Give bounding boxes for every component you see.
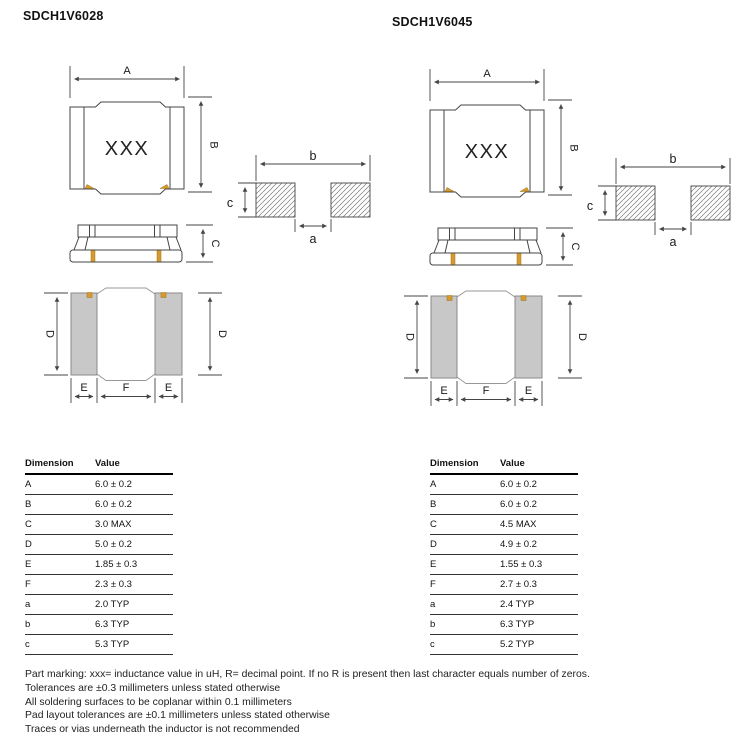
notes-block: [25, 668, 715, 737]
table-row: [25, 595, 173, 615]
value-cell: 6.3 TYP: [95, 615, 173, 635]
dim-cell: B: [25, 495, 95, 515]
header-dimension: Dimension: [25, 456, 95, 474]
dim-cell: a: [430, 595, 500, 615]
table-row: [25, 615, 173, 635]
value-cell: 6.0 ± 0.2: [500, 495, 578, 515]
value-cell: 4.5 MAX: [500, 515, 578, 535]
value-cell: 6.3 TYP: [500, 615, 578, 635]
table-row: [25, 495, 173, 515]
value-cell: 2.0 TYP: [95, 595, 173, 615]
table-row: [25, 515, 173, 535]
dim-cell: F: [25, 575, 95, 595]
note-part-marking: Part marking: xxx= inductance value in uH, R= decimal point. If no R is present then last character equals number of zeros.: [25, 669, 590, 680]
dim-cell: b: [430, 615, 500, 635]
dim-cell: c: [430, 635, 500, 655]
dim-cell: E: [430, 555, 500, 575]
header-value: Value: [500, 456, 578, 474]
note-coplanar: All soldering surfaces to be coplanar within 0.1 millimeters: [25, 696, 292, 708]
value-cell: 2.4 TYP: [500, 595, 578, 615]
component-title-right: SDCH1V6045: [392, 15, 473, 29]
table-header-row: [25, 456, 173, 474]
table-row: [430, 575, 578, 595]
value-cell: 6.0 ± 0.2: [500, 474, 578, 495]
dim-cell: D: [430, 535, 500, 555]
dim-cell: a: [25, 595, 95, 615]
table-row: [430, 515, 578, 535]
dim-cell: D: [25, 535, 95, 555]
table-row: [25, 575, 173, 595]
dim-cell: E: [25, 555, 95, 575]
dim-cell: C: [430, 515, 500, 535]
dimension-table-sdch1v6045: [430, 456, 578, 655]
value-cell: 1.55 ± 0.3: [500, 555, 578, 575]
value-cell: 6.0 ± 0.2: [95, 495, 173, 515]
component-drawing-right: [404, 68, 731, 406]
table-row: [430, 555, 578, 575]
component-title-left: SDCH1V6028: [23, 9, 104, 23]
value-cell: 2.3 ± 0.3: [95, 575, 173, 595]
dim-cell: b: [25, 615, 95, 635]
dimension-table-sdch1v6028: [25, 456, 173, 655]
table-row: [430, 474, 578, 495]
value-cell: 1.85 ± 0.3: [95, 555, 173, 575]
header-value: Value: [95, 456, 173, 474]
value-cell: 5.0 ± 0.2: [95, 535, 173, 555]
dim-cell: C: [25, 515, 95, 535]
table-row: [430, 635, 578, 655]
table-row: [430, 535, 578, 555]
note-traces-vias: Traces or vias underneath the inductor is not recommended: [25, 724, 300, 736]
dim-cell: A: [25, 474, 95, 495]
value-cell: 4.9 ± 0.2: [500, 535, 578, 555]
table-row: [430, 495, 578, 515]
component-drawing-left: [44, 65, 371, 403]
value-cell: 5.3 TYP: [95, 635, 173, 655]
header-dimension: Dimension: [430, 456, 500, 474]
table-row: [25, 635, 173, 655]
table-row: [25, 555, 173, 575]
table-row: [25, 474, 173, 495]
table-header-row: [430, 456, 578, 474]
dim-cell: F: [430, 575, 500, 595]
dim-cell: A: [430, 474, 500, 495]
value-cell: 5.2 TYP: [500, 635, 578, 655]
dim-cell: c: [25, 635, 95, 655]
table-row: [25, 535, 173, 555]
value-cell: 2.7 ± 0.3: [500, 575, 578, 595]
table-row: [430, 615, 578, 635]
note-pad-layout-tolerances: Pad layout tolerances are ±0.1 millimeters unless stated otherwise: [25, 710, 330, 722]
note-tolerances: Tolerances are ±0.3 millimeters unless stated otherwise: [25, 682, 281, 694]
value-cell: 3.0 MAX: [95, 515, 173, 535]
value-cell: 6.0 ± 0.2: [95, 474, 173, 495]
table-row: [430, 595, 578, 615]
dim-cell: B: [430, 495, 500, 515]
